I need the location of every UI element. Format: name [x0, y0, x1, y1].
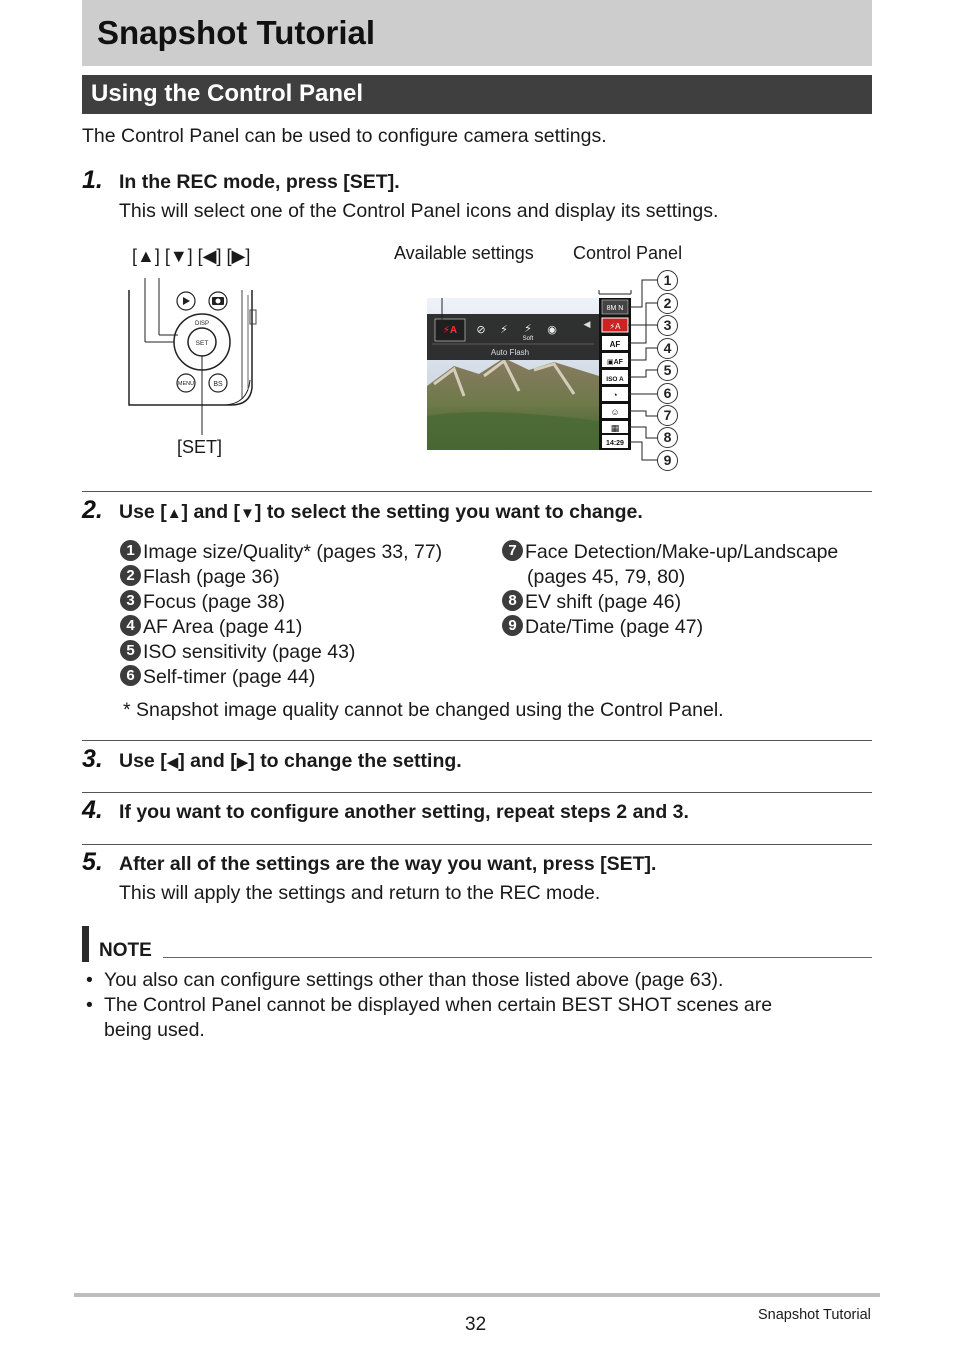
lcd-screen-illustration [424, 266, 694, 476]
page-number: 32 [465, 1314, 487, 1335]
step-3-number: 3. [82, 745, 103, 773]
callout-6: 6 [657, 383, 678, 404]
step-5-description: This will apply the settings and return to the REC mode. [119, 882, 601, 904]
page-title: Snapshot Tutorial [97, 14, 376, 51]
step-2-number: 2. [82, 496, 103, 524]
svg-text:⚡A: ⚡A [609, 322, 621, 331]
callout-8: 8 [657, 427, 678, 448]
svg-text:⚡: ⚡ [524, 323, 532, 335]
section-title: Using the Control Panel [91, 80, 364, 107]
left-arrow-icon: ◀ [166, 754, 179, 771]
note-rule [163, 957, 872, 958]
callout-1: 1 [657, 270, 678, 291]
intro-text: The Control Panel can be used to configure camera settings. [82, 125, 607, 147]
svg-text:◉: ◉ [547, 324, 557, 336]
step-1-number: 1. [82, 166, 103, 194]
divider [82, 844, 872, 845]
svg-text:MENU: MENU [177, 381, 195, 387]
svg-text:☺: ☺ [610, 407, 620, 417]
footnote: * Snapshot image quality cannot be changed using the Control Panel. [123, 699, 724, 721]
set-label: [SET] [177, 437, 223, 457]
callout-3: 3 [657, 315, 678, 336]
step-4-number: 4. [82, 796, 103, 824]
divider [82, 740, 872, 741]
callout-4: 4 [657, 338, 678, 359]
list-item: 3 Focus (page 38) [120, 590, 442, 615]
list-item-continuation: (pages 45, 79, 80) [527, 566, 686, 588]
note-bullet-2: • The Control Panel cannot be displayed when certain BEST SHOT scenes are being used. [86, 994, 773, 1041]
callout-9: 9 [657, 450, 678, 471]
svg-text:⊘: ⊘ [476, 324, 486, 336]
settings-list-left [120, 540, 442, 690]
step-1-heading: In the REC mode, press [SET]. [119, 171, 400, 193]
up-arrow-icon: ▲ [166, 505, 182, 522]
camera-back-illustration [126, 270, 266, 440]
note-label: NOTE [99, 940, 152, 961]
note-marker [82, 926, 89, 962]
svg-text:▦: ▦ [610, 423, 620, 433]
step-4-heading: If you want to configure another setting, repeat steps 2 and 3. [119, 801, 689, 823]
step-2-heading: Use [▲] and [▼] to select the setting you want to change. [119, 501, 643, 523]
svg-text:⚡: ⚡ [500, 324, 508, 336]
right-arrow-icon: ▶ [236, 754, 249, 771]
list-item: 4 AF Area (page 41) [120, 615, 442, 640]
note-bullet-1: • You also can configure settings other than those listed above (page 63). [86, 969, 724, 991]
svg-text:◔: ◔ [612, 390, 618, 400]
svg-text:AF: AF [609, 340, 621, 349]
list-item: 6 Self-timer (page 44) [120, 665, 442, 690]
callout-2: 2 [657, 293, 678, 314]
svg-text:14:29: 14:29 [606, 440, 624, 447]
step-1-description: This will select one of the Control Panel icons and display its settings. [119, 200, 719, 222]
callout-7: 7 [657, 405, 678, 426]
control-panel-label: Control Panel [573, 243, 683, 263]
list-item: 5 ISO sensitivity (page 43) [120, 640, 442, 665]
svg-text:ISO A: ISO A [606, 376, 624, 383]
divider [82, 792, 872, 793]
list-item: 1 Image size/Quality* (pages 33, 77) [120, 540, 442, 565]
svg-text:◀: ◀ [583, 319, 591, 329]
down-arrow-icon: ▼ [240, 505, 255, 522]
list-item: 7 Face Detection/Make-up/Landscape [502, 540, 838, 565]
list-item: 2 Flash (page 36) [120, 565, 442, 590]
footer-label: Snapshot Tutorial [758, 1307, 871, 1323]
svg-text:8M N: 8M N [606, 305, 624, 312]
svg-text:Soft: Soft [522, 336, 534, 342]
svg-text:DISP: DISP [194, 321, 210, 327]
svg-text:▣AF: ▣AF [607, 359, 623, 366]
callout-5: 5 [657, 360, 678, 381]
footer-rule [74, 1293, 880, 1297]
step-5-number: 5. [82, 848, 103, 876]
list-item: 9 Date/Time (page 47) [502, 615, 838, 640]
arrows-label: [▲] [▼] [◀] [▶] [132, 246, 251, 266]
svg-text:⚡A: ⚡A [442, 325, 458, 336]
list-item: 8 EV shift (page 46) [502, 590, 838, 615]
step-5-heading: After all of the settings are the way you want, press [SET]. [119, 853, 657, 875]
svg-text:BS: BS [213, 381, 223, 388]
divider [82, 491, 872, 492]
svg-text:SET: SET [195, 340, 209, 347]
step-3-heading: Use [◀] and [▶] to change the setting. [119, 750, 462, 772]
settings-list-right [502, 540, 838, 640]
svg-text:Auto Flash: Auto Flash [490, 348, 530, 357]
available-settings-label: Available settings [394, 243, 534, 263]
